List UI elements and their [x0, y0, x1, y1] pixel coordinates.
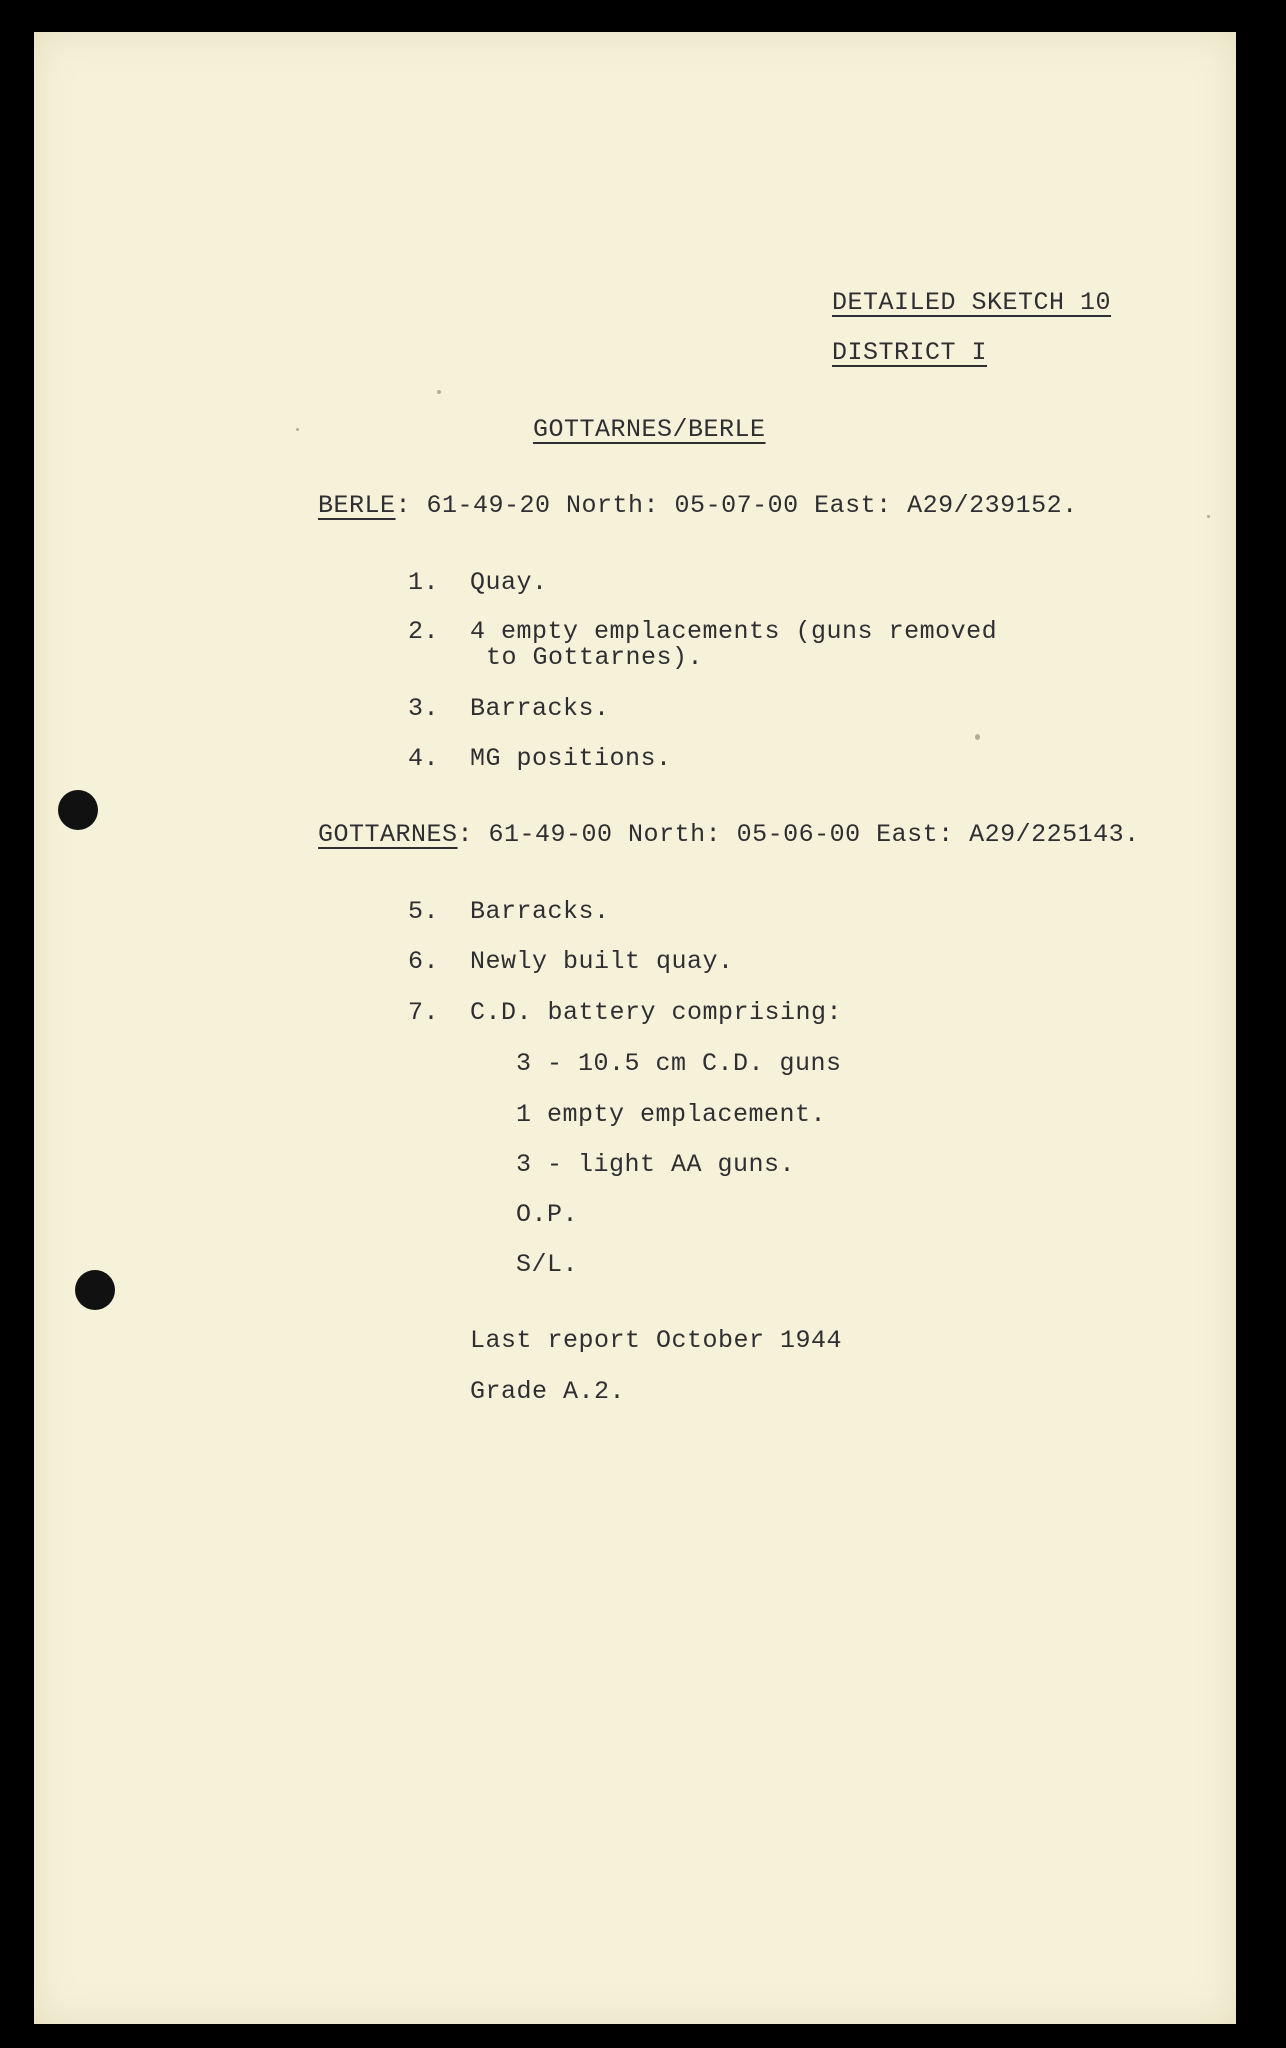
berle-location-line	[318, 493, 1078, 518]
gottarnes-location-line	[318, 822, 1140, 847]
item-number: 3.	[408, 694, 440, 723]
grade: Grade A.2.	[470, 1377, 626, 1406]
berle-coordinates: : 61-49-20 North: 05-07-00 East: A29/239152.	[395, 491, 1078, 520]
berle-name: BERLE	[318, 491, 396, 520]
battery-item: 3 - light AA guns.	[516, 1150, 796, 1179]
gottarnes-name: GOTTARNES	[318, 820, 458, 849]
punch-hole	[58, 790, 98, 830]
sketch-header: DETAILED SKETCH 10	[832, 288, 1112, 317]
gottarnes-coordinates: : 61-49-00 North: 05-06-00 East: A29/225143.	[457, 820, 1140, 849]
item-text: Barracks.	[470, 694, 610, 723]
item-text: C.D. battery comprising:	[470, 998, 843, 1027]
last-report: Last report October 1944	[470, 1326, 843, 1355]
item-text: MG positions.	[470, 744, 672, 773]
paper-speck	[296, 428, 299, 431]
item-number: 2.	[408, 617, 440, 646]
battery-item: 1 empty emplacement.	[516, 1100, 827, 1129]
battery-item: S/L.	[516, 1250, 579, 1279]
item-text: Quay.	[470, 568, 548, 597]
battery-item: 3 - 10.5 cm C.D. guns	[516, 1049, 842, 1078]
item-number: 6.	[408, 947, 440, 976]
item-text-continuation: to Gottarnes).	[486, 643, 704, 672]
paper-speck	[1207, 515, 1210, 518]
item-text: 4 empty emplacements (guns removed	[470, 617, 998, 646]
item-number: 7.	[408, 998, 440, 1027]
district-header: DISTRICT I	[832, 338, 988, 367]
paper-speck	[975, 734, 980, 740]
item-text: Newly built quay.	[470, 947, 734, 976]
item-text: Barracks.	[470, 897, 610, 926]
item-number: 1.	[408, 568, 440, 597]
punch-hole	[75, 1270, 115, 1310]
paper-speck	[437, 390, 441, 394]
battery-item: O.P.	[516, 1200, 579, 1229]
document-title: GOTTARNES/BERLE	[533, 415, 766, 444]
document-page	[34, 32, 1236, 2024]
item-number: 4.	[408, 744, 440, 773]
item-number: 5.	[408, 897, 440, 926]
